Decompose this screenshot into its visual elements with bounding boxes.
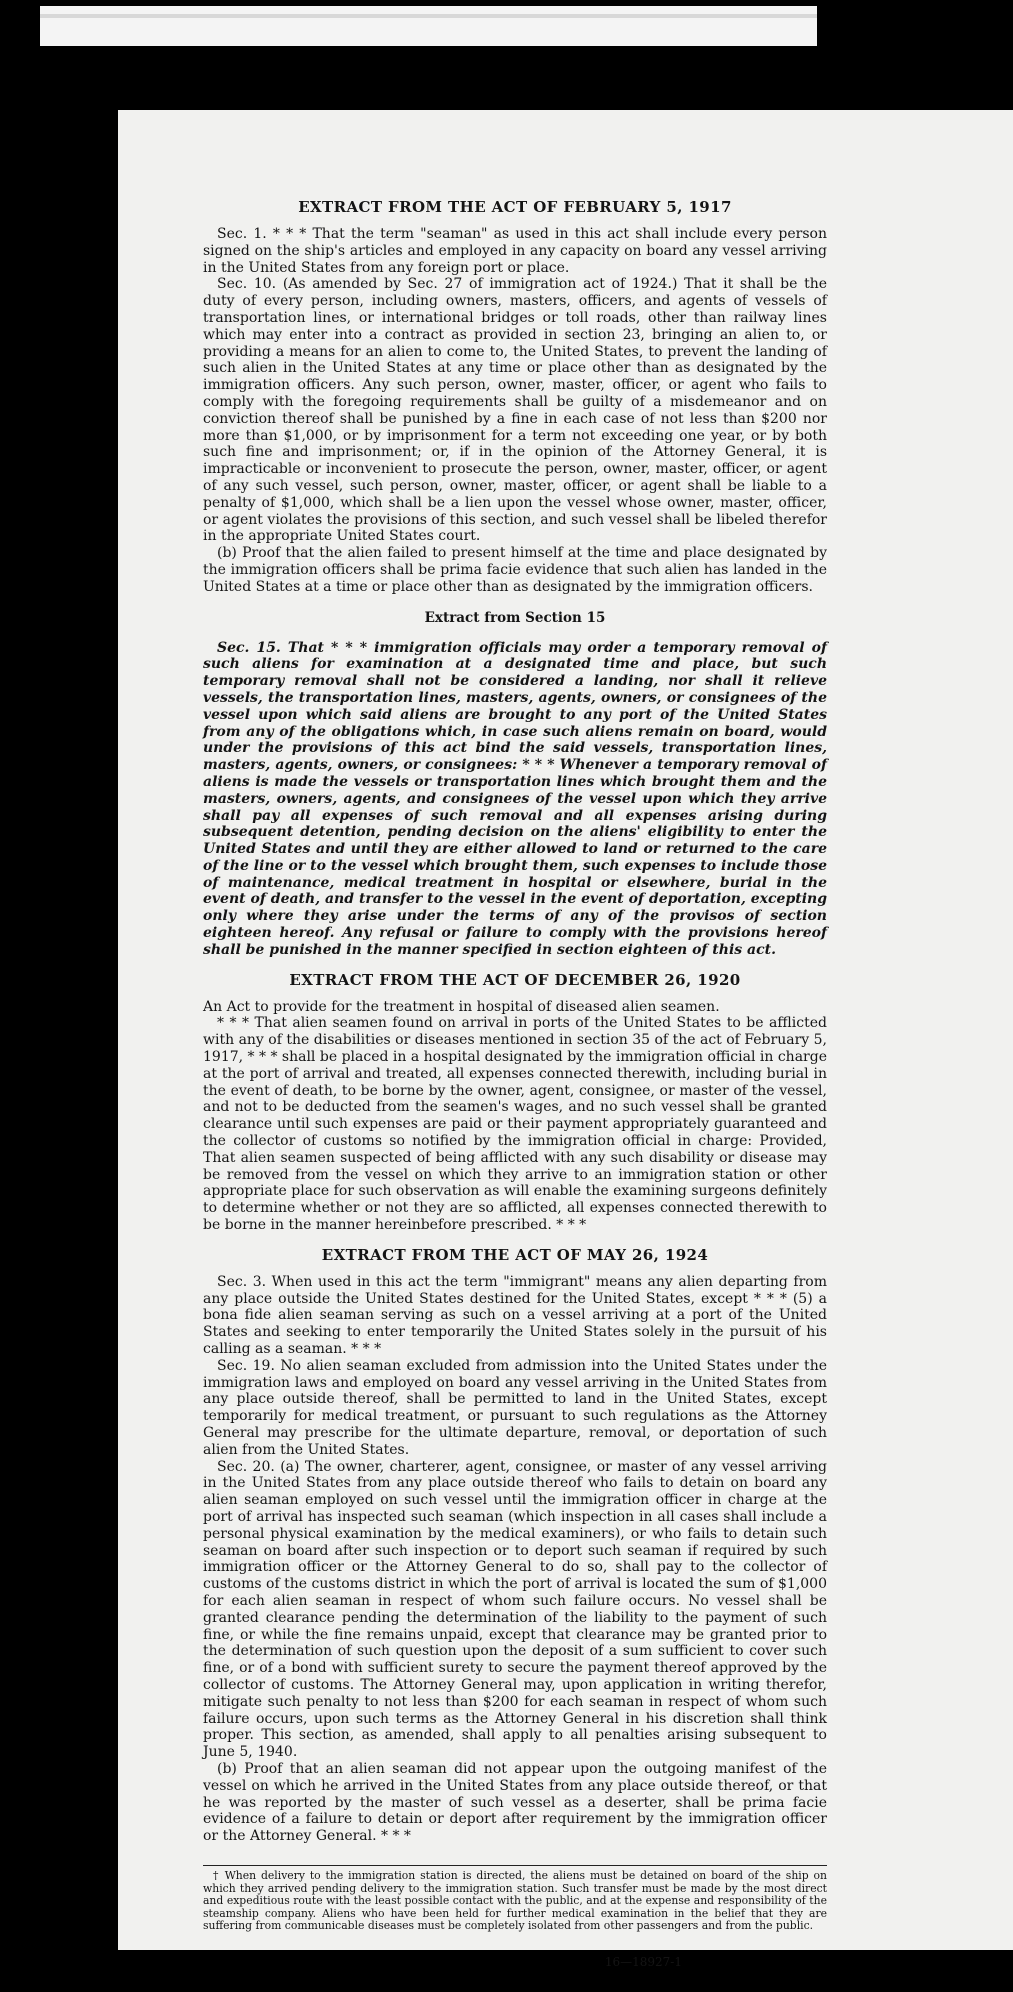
paragraph-sec-1: Sec. 1. * * * That the term "seaman" as used in this act shall include every person signed on the ship's articles and employed in any capacity on board any vessel arriving in the United States from any foreign port or place. [203, 226, 827, 276]
text-column [203, 198, 827, 1969]
paragraph-sec-19: Sec. 19. No alien seaman excluded from admission into the United States under the immigration laws and employed on board any vessel arriving in the United States from any place outside thereof, shall be permitted to land in the United States, except temporarily for medical treatment, or pursuant to such regulations as the Attorney General may prescribe for the ultimate departure, removal, or deportation of such alien from the United States. [203, 1357, 827, 1458]
footnote: † When delivery to the immigration station is directed, the aliens must be detained on board of the ship on which they arrived pending delivery to the immigration station. Such transfer must be made by the most direct and expeditious route with the least possible contact with the public, and at the expense and responsibility of the steamship company. Aliens who have been held for further medical examination in the belief that they are suffering from communicable diseases must be completely isolated from other passengers and from the public. [203, 1868, 827, 1933]
paragraph-sec-20-b: (b) Proof that an alien seaman did not appear upon the outgoing manifest of the vessel on which he arrived in the United States from any place outside thereof, or that he was reported by the master of such vessel as a deserter, shall be prima facie evidence of a failure to detain or deport after requirement by the immigration officer or the Attorney General. * * * [203, 1760, 827, 1845]
form-number: 16—18927-1 [604, 1954, 682, 1969]
subheading-section-15: Extract from Section 15 [424, 609, 606, 626]
paragraph-sec-10-b: (b) Proof that the alien failed to present himself at the time and place designated by the immigration officers shall be prima facie evidence that such alien has landed in the United States at a time or place other than as designated by the immigration officers. [203, 545, 827, 595]
paragraph-hospital-treatment: * * * That alien seamen found on arrival in ports of the United States to be afflicted with any of the disabilities or diseases mentioned in section 35 of the act of February 5, 1917, * * * shall be placed in a hospital designated by the immigration official in charge at the port of arrival and treated, all expenses connected therewith, including burial in the event of death, to be borne by the owner, agent, consignee, or master of the vessel, and not to be deducted from the seamen's wages, and no such vessel shall be granted clearance until such expenses are paid or their payment appropriately guaranteed and the collector of customs so notified by the immigration official in charge: Provided, That alien seamen suspected of being afflicted with any such disability or disease may be removed from the vessel on which they arrive to an immigration station or other appropriate place for such observation as will enable the examining surgeons definitely to determine whether or not they are so afflicted, all expenses connected therewith to be borne in the manner hereinbefore prescribed. * * * [203, 1015, 827, 1234]
paragraph-sec-10: Sec. 10. (As amended by Sec. 27 of immigration act of 1924.) That it shall be the duty of every person, including owners, masters, officers, and agents of vessels of transportation lines, or international bridges or toll roads, other than railway lines which may enter into a contract as provided in section 23, bringing an alien to, or providing a means for an alien to come to, the United States, to prevent the landing of such alien in the United States at any time or place other than as designated by the immigration officers. Any such person, owner, master, officer, or agent who fails to comply with the foregoing requirements shall be guilty of a misdemeanor and on conviction thereof shall be punished by a fine in each case of not less than $200 nor more than $1,000, or by imprisonment for a term not exceeding one year, or by both such fine and imprisonment; or, if in the opinion of the Attorney General, it is impracticable or inconvenient to prosecute the person, owner, master, officer, or agent of any such vessel, such person, owner, master, officer, or agent shall be liable to a penalty of $1,000, which shall be a lien upon the vessel whose owner, master, officer, or agent violates the provisions of this section, and such vessel shall be libeled therefor in the appropriate United States court. [203, 276, 827, 545]
footnote-divider [203, 1865, 827, 1866]
paragraph-sec-15: Sec. 15. That * * * immigration officials may order a temporary removal of such aliens for examination at a designated time and place, but such temporary removal shall not be considered a landing, nor shall it relieve vessels, the transportation lines, masters, agents, owners, or consignees of the vessel upon which said aliens are brought to any port of the United States from any of the obligations which, in case such aliens remain on board, would under the provisions of this act bind the said vessels, transportation lines, masters, agents, owners, or consignees: * * * Whenever a temporary removal of aliens is made the vessels or transportation lines which brought them and the masters, owners, agents, and consignees of the vessel upon which they arrive shall pay all expenses of such removal and all expenses arising during subsequent detention, pending decision on the aliens' eligibility to enter the United States and until they are either allowed to land or returned to the care of the line or to the vessel which brought them, such expenses to include those of maintenance, medical treatment in hospital or elsewhere, burial in the event of death, and transfer to the vessel in the event of deportation, excepting only where they arise under the terms of any of the provisos of section eighteen hereof. Any refusal or failure to comply with the provisions hereof shall be punished in the manner specified in section eighteen of this act. [203, 639, 827, 958]
scan-top-strip [40, 6, 817, 46]
paragraph-sec-20-a: Sec. 20. (a) The owner, charterer, agent, consignee, or master of any vessel arriving in the United States from any place outside thereof who fails to detain on board any alien seaman employed on such vessel until the immigration officer in charge at the port of arrival has inspected such seaman (which inspection in all cases shall include a personal physical examination by the medical examiners), or who fails to detain such seaman on board after such inspection or to deport such seaman if required by such immigration officer or the Attorney General to do so, shall pay to the collector of customs of the customs district in which the port of arrival is located the sum of $1,000 for each alien seaman in respect of whom such failure occurs. No vessel shall be granted clearance pending the determination of the liability to the payment of such fine, or while the fine remains unpaid, except that clearance may be granted prior to the determination of such question upon the deposit of a sum sufficient to cover such fine, or of a bond with sufficient surety to secure the payment thereof approved by the collector of customs. The Attorney General may, upon application in writing therefor, mitigate such penalty to not less than $200 for each seaman in respect of whom such failure occurs, upon such terms as the Attorney General in his discretion shall think proper. This section, as amended, shall apply to all penalties arising subsequent to June 5, 1940. [203, 1458, 827, 1761]
paragraph-sec-3: Sec. 3. When used in this act the term "immigrant" means any alien departing from any place outside the United States destined for the United States, except * * * (5) a bona fide alien seaman serving as such on a vessel arriving at a port of the United States and seeking to enter temporarily the United States solely in the pursuit of his calling as a seaman. * * * [203, 1273, 827, 1358]
heading-act-1924: EXTRACT FROM THE ACT OF MAY 26, 1924 [321, 1245, 709, 1264]
paragraph-act-title-1920: An Act to provide for the treatment in hospital of diseased alien seamen. [203, 998, 720, 1015]
spacer [203, 1234, 827, 1246]
heading-act-1920: EXTRACT FROM THE ACT OF DECEMBER 26, 1920 [289, 970, 741, 989]
document-page [118, 110, 1013, 1969]
heading-act-1917: EXTRACT FROM THE ACT OF FEBRUARY 5, 1917 [298, 198, 732, 216]
spacer [203, 959, 827, 971]
